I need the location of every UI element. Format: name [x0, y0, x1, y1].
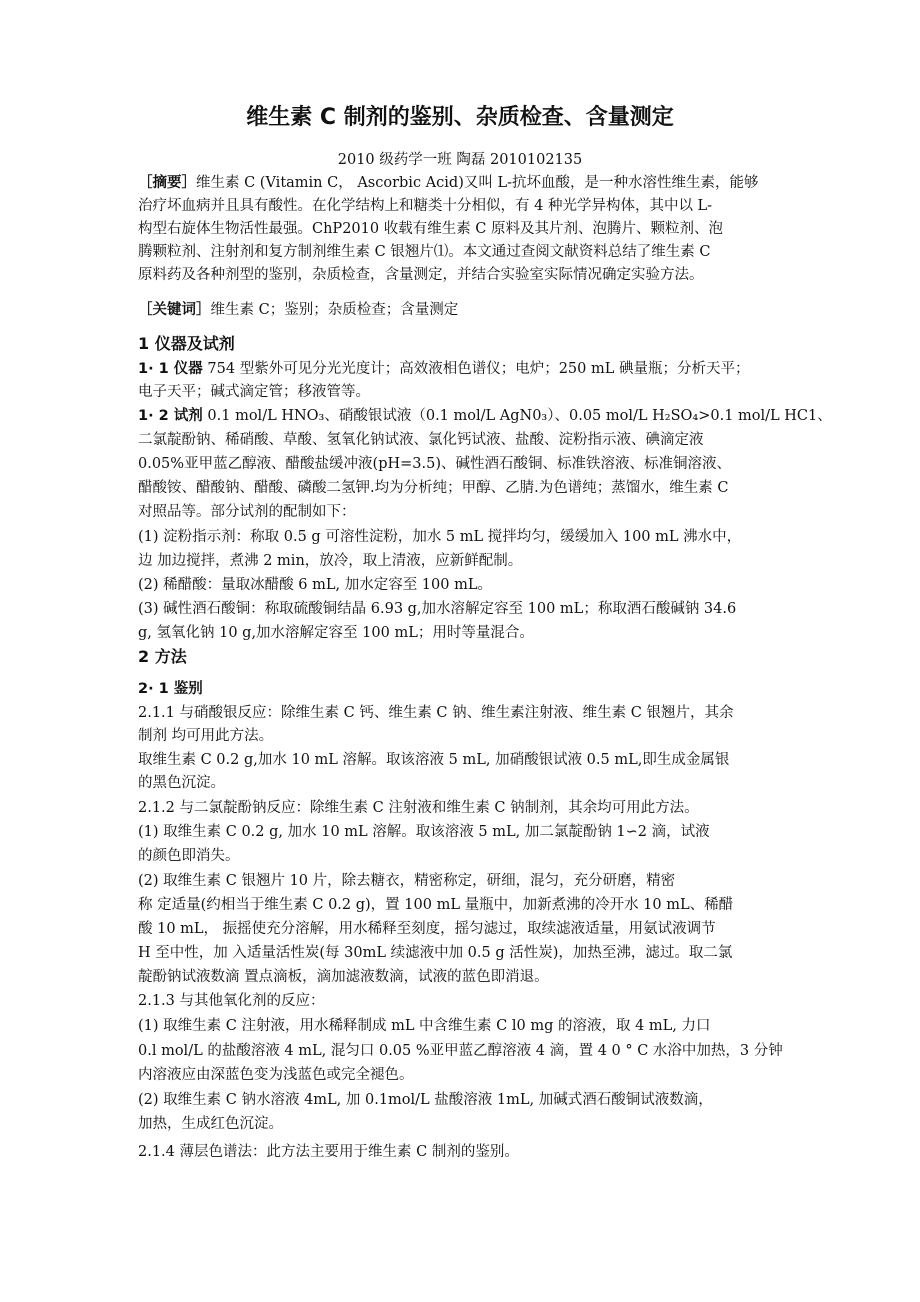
- paragraph-line: 加热，生成红色沉淀。: [138, 1116, 283, 1132]
- paragraph-line: (2) 取维生素 C 钠水溶液 4mL, 加 0.1mol/L 盐酸溶液 1mL, 加碱式酒石酸铜试液数滴，: [138, 1092, 713, 1108]
- paragraph-line: 酸 10 mL， 振摇使充分溶解，用水稀释至刻度，摇匀滤过，取续滤液适量，用氨试液调节: [138, 921, 716, 937]
- paragraph-line: 制剂 均可用此方法。: [138, 728, 274, 744]
- paragraph-line: g, 氢氧化钠 10 g,加水溶解定容至 100 mL；用时等量混合。: [138, 625, 534, 641]
- abstract-text: 维生素 C (Vitamin C， Ascorbic Acid)又叫 L-抗坏血酸，是一种水溶性维生素，能够: [196, 175, 759, 191]
- paragraph-line: 靛酚钠试液数滴 置点滴板，滴加滤液数滴，试液的蓝色即消退。: [138, 969, 549, 985]
- paragraph-line: [138, 405, 832, 427]
- author-line: 2010 级药学一班 陶磊 2010102135: [337, 152, 583, 168]
- paragraph-line: 取维生素 C 0.2 g,加水 10 mL 溶解。取该溶液 5 mL, 加硝酸银试液 0.5 mL,即生成金属银: [138, 752, 730, 768]
- paragraph-line: 对照品等。部分试剂的配制如下：: [138, 504, 356, 520]
- abstract-line: 治疗坏血病并且具有酸性。在化学结构上和糖类十分相似，有 4 种光学异构体，其中以 L-: [138, 198, 713, 214]
- subsection-label: 1· 2 试剂: [138, 408, 203, 424]
- paragraph-line: 醋酸铵、醋酸钠、醋酸、磷酸二氢钾.均为分析纯；甲醇、乙腈.为色谱纯；蒸馏水，维生素 C: [138, 480, 729, 496]
- subsection-label: 1· 1 仪器: [138, 361, 203, 377]
- paragraph-line: (3) 碱性酒石酸铜：称取硫酸铜结晶 6.93 g,加水溶解定容至 100 mL；称取酒石酸碱钠 34.6: [138, 601, 737, 617]
- paragraph-line: 2.1.1 与硝酸银反应：除维生素 C 钙、维生素 C 钠、维生素注射液、维生素 C 银翘片，其余: [138, 705, 734, 721]
- abstract-line: [138, 172, 758, 194]
- paragraph-line: (1) 淀粉指示剂：称取 0.5 g 可溶性淀粉，加水 5 mL 搅拌均匀，缓缓加入 100 mL 沸水中，: [138, 529, 742, 545]
- paragraph-line: 2.1.2 与二氯靛酚钠反应：除维生素 C 注射液和维生素 C 钠制剂，其余均可用此方法。: [138, 800, 699, 816]
- abstract-line: 构型右旋体生物活性最强。ChP2010 收载有维生素 C 原料及其片剂、泡腾片、颗粒剂、泡: [138, 221, 724, 237]
- paragraph-text: 754 型紫外可见分光光度计；高效液相色谱仪；电炉；250 mL 碘量瓶；分析天平；: [202, 361, 750, 377]
- paragraph-line: 0.l mol/L 的盐酸溶液 4 mL, 混匀口 0.05 %亚甲蓝乙醇溶液 4 滴，置 4 0 ° C 水浴中加热，3 分钟: [138, 1043, 783, 1059]
- paragraph-line: 内溶液应由深蓝色变为浅蓝色或完全褪色。: [138, 1067, 414, 1083]
- paragraph-line: H 至中性，加 入适量活性炭(每 30mL 续滤液中加 0.5 g 活性炭)，加热至沸，滤过。取二氯: [138, 945, 733, 961]
- keywords-line: [138, 299, 458, 321]
- document-title: 维生素 C 制剂的鉴别、杂质检查、含量测定: [246, 105, 674, 130]
- abstract-line: 原料药及各种剂型的鉴别，杂质检查，含量测定，并结合实验室实际情况确定实验方法。: [138, 267, 704, 283]
- paragraph-line: (1) 取维生素 C 0.2 g, 加水 10 mL 溶解。取该溶液 5 mL, 加二氯靛酚钠 1∽2 滴，试液: [138, 824, 710, 840]
- paragraph-line: (1) 取维生素 C 注射液，用水稀释制成 mL 中含维生素 C l0 mg 的溶液，取 4 mL, 力口: [138, 1018, 711, 1034]
- paragraph-line: 称 定适量(约相当于维生素 C 0.2 g)，置 100 mL 量瓶中，加新煮沸的冷开水 10 mL、稀醋: [138, 897, 734, 913]
- paragraph-line: 的颜色即消失。: [138, 848, 240, 864]
- paragraph-line: 2.1.3 与其他氧化剂的反应：: [138, 993, 325, 1009]
- section-heading: 1 仪器及试剂: [138, 334, 235, 353]
- paragraph-line: (2) 稀醋酸：量取冰醋酸 6 mL, 加水定容至 100 mL。: [138, 577, 492, 593]
- paragraph-text: 0.1 mol/L HNO₃、硝酸银试液（0.1 mol/L AgN0₃）、0.05 mol/L H₂SO₄>0.1 mol/L HC1、: [202, 408, 832, 424]
- paragraph-line: 电子天平；碱式滴定管；移液管等。: [138, 384, 370, 400]
- paragraph-line: 0.05%亚甲蓝乙醇液、醋酸盐缓冲液(pH=3.5)、碱性酒石酸铜、标准铁溶液、标准铜溶液、: [138, 456, 732, 472]
- subsection-heading: 2· 1 鉴别: [138, 681, 203, 697]
- section-heading: 2 方法: [138, 647, 187, 666]
- abstract-line: 腾颗粒剂、注射剂和复方制剂维生素 C 银翘片⑴。本文通过查阅文献资料总结了维生素 C: [138, 244, 711, 260]
- keywords-text: 维生素 C；鉴别；杂质检查；含量测定: [210, 302, 459, 318]
- keywords-label: ［关键词］: [138, 302, 211, 318]
- paragraph-line: 的黑色沉淀。: [138, 775, 225, 791]
- paragraph-line: 边 加边搅拌，煮沸 2 min，放冷，取上清液，应新鲜配制。: [138, 553, 523, 569]
- paragraph-line: (2) 取维生素 C 银翘片 10 片，除去糖衣，精密称定，研细，混匀，充分研磨，精密: [138, 873, 676, 889]
- abstract-label: ［摘要］: [138, 175, 196, 191]
- paragraph-line: [138, 358, 749, 380]
- paragraph-line: 二氯靛酚钠、稀硝酸、草酸、氢氧化钠试液、氯化钙试液、盐酸、淀粉指示液、碘滴定液: [138, 432, 704, 448]
- paragraph-line: 2.1.4 薄层色谱法：此方法主要用于维生素 C 制剂的鉴别。: [138, 1144, 519, 1160]
